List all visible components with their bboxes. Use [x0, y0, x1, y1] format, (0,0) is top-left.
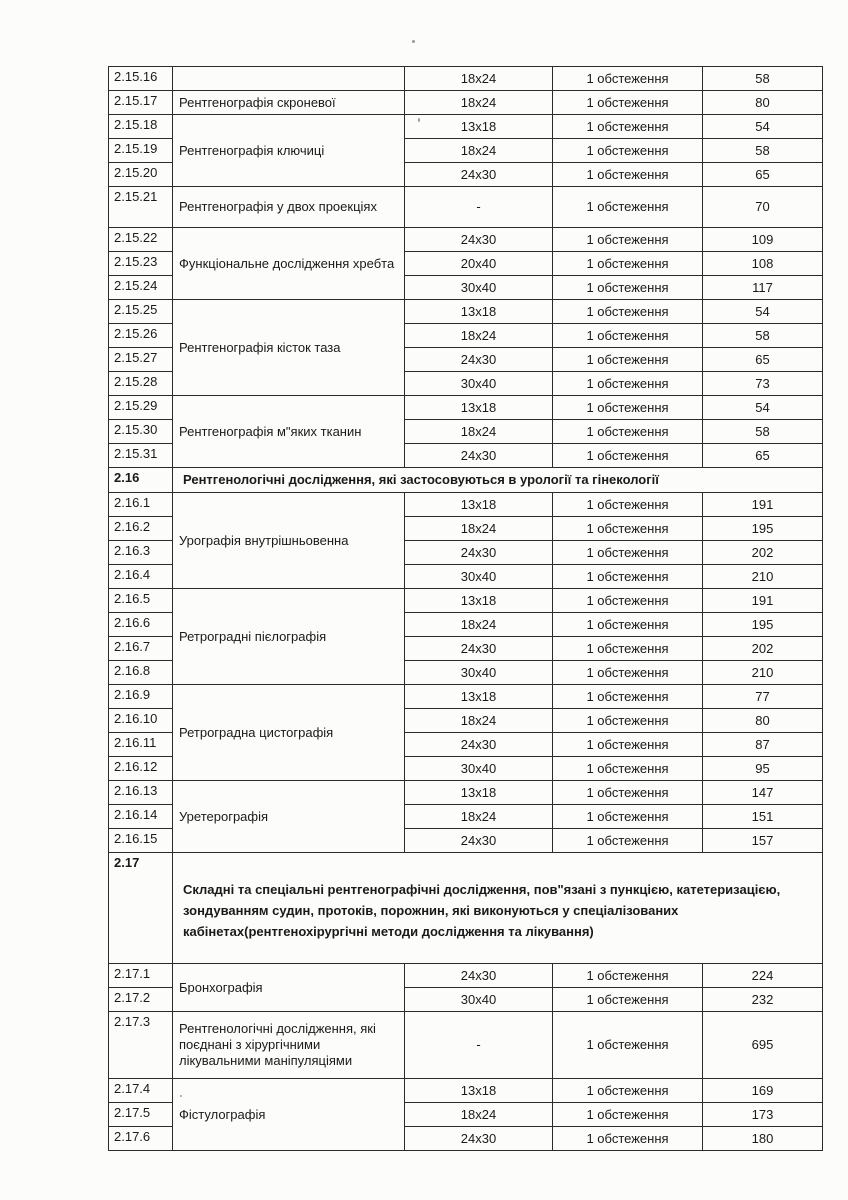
price-value: 54 — [703, 115, 823, 139]
item-number: 2.15.28 — [109, 372, 173, 396]
film-size: 24x30 — [405, 444, 553, 468]
price-value: 70 — [703, 187, 823, 228]
film-size: 24x30 — [405, 733, 553, 757]
item-number: 2.15.21 — [109, 187, 173, 228]
film-size: 20x40 — [405, 252, 553, 276]
price-value: 80 — [703, 91, 823, 115]
item-number: 2.15.23 — [109, 252, 173, 276]
unit-of-measure: 1 обстеження — [553, 829, 703, 853]
film-size: 24x30 — [405, 637, 553, 661]
price-value: 117 — [703, 276, 823, 300]
unit-of-measure: 1 обстеження — [553, 348, 703, 372]
section-row — [109, 853, 823, 964]
table-row — [109, 91, 823, 115]
item-number: 2.16.1 — [109, 493, 173, 517]
film-size: 18x24 — [405, 1103, 553, 1127]
film-size: 24x30 — [405, 1127, 553, 1151]
film-size: 13x18 — [405, 1079, 553, 1103]
item-number: 2.16.9 — [109, 685, 173, 709]
film-size: 13x18 — [405, 115, 553, 139]
price-value: 77 — [703, 685, 823, 709]
unit-of-measure: 1 обстеження — [553, 187, 703, 228]
film-size: 18x24 — [405, 139, 553, 163]
unit-of-measure: 1 обстеження — [553, 372, 703, 396]
item-number: 2.15.20 — [109, 163, 173, 187]
scan-speck — [412, 40, 415, 43]
unit-of-measure: 1 обстеження — [553, 613, 703, 637]
unit-of-measure: 1 обстеження — [553, 517, 703, 541]
item-number: 2.15.22 — [109, 228, 173, 252]
film-size: 24x30 — [405, 964, 553, 988]
film-size: 18x24 — [405, 709, 553, 733]
procedure-name: Бронхографія — [173, 964, 405, 1012]
unit-of-measure: 1 обстеження — [553, 757, 703, 781]
unit-of-measure: 1 обстеження — [553, 324, 703, 348]
table-row — [109, 493, 823, 517]
unit-of-measure: 1 обстеження — [553, 396, 703, 420]
price-value: 58 — [703, 324, 823, 348]
film-size: 13x18 — [405, 781, 553, 805]
price-value: 210 — [703, 661, 823, 685]
section-title: Рентгенологічні дослідження, які застосовуються в урології та гінекології — [173, 468, 823, 493]
section-title: Складні та спеціальні рентгенографічні дослідження, пов"язані з пункцією, катетеризацією, зондуванням судин, протоків, порожнин, які виконуються у спеціалізованих кабінетах(рентгенохірургічні методи дослідження та лікування) — [173, 853, 823, 964]
film-size: 13x18 — [405, 589, 553, 613]
film-size: - — [405, 1012, 553, 1079]
item-number: 2.16.7 — [109, 637, 173, 661]
film-size: 30x40 — [405, 565, 553, 589]
unit-of-measure: 1 обстеження — [553, 685, 703, 709]
table-row — [109, 115, 823, 139]
item-number: 2.15.26 — [109, 324, 173, 348]
price-value: 180 — [703, 1127, 823, 1151]
unit-of-measure: 1 обстеження — [553, 988, 703, 1012]
unit-of-measure: 1 обстеження — [553, 163, 703, 187]
item-number: 2.16.13 — [109, 781, 173, 805]
procedure-name: Рентгенографія скроневої — [173, 91, 405, 115]
unit-of-measure: 1 обстеження — [553, 589, 703, 613]
item-number: 2.17.1 — [109, 964, 173, 988]
item-number: 2.17.5 — [109, 1103, 173, 1127]
price-value: 54 — [703, 396, 823, 420]
unit-of-measure: 1 обстеження — [553, 67, 703, 91]
scan-speck — [180, 1095, 182, 1097]
film-size: - — [405, 187, 553, 228]
table-row — [109, 67, 823, 91]
price-value: 202 — [703, 541, 823, 565]
section-row — [109, 468, 823, 493]
table-row — [109, 1012, 823, 1079]
unit-of-measure: 1 обстеження — [553, 1127, 703, 1151]
item-number: 2.16.6 — [109, 613, 173, 637]
section-number: 2.17 — [109, 853, 173, 964]
price-value: 151 — [703, 805, 823, 829]
procedure-name: Уретерографія — [173, 781, 405, 853]
table-row — [109, 300, 823, 324]
price-value: 65 — [703, 348, 823, 372]
table-row — [109, 685, 823, 709]
unit-of-measure: 1 обстеження — [553, 964, 703, 988]
film-size: 30x40 — [405, 757, 553, 781]
film-size: 13x18 — [405, 300, 553, 324]
item-number: 2.15.31 — [109, 444, 173, 468]
item-number: 2.16.14 — [109, 805, 173, 829]
price-value: 58 — [703, 420, 823, 444]
procedure-name: Ретроградна цистографія — [173, 685, 405, 781]
table-row — [109, 781, 823, 805]
unit-of-measure: 1 обстеження — [553, 565, 703, 589]
price-table — [108, 66, 823, 1151]
item-number: 2.15.29 — [109, 396, 173, 420]
price-value: 65 — [703, 444, 823, 468]
film-size: 18x24 — [405, 805, 553, 829]
unit-of-measure: 1 обстеження — [553, 541, 703, 565]
film-size: 18x24 — [405, 91, 553, 115]
item-number: 2.16.10 — [109, 709, 173, 733]
procedure-name: Ретроградні пієлографія — [173, 589, 405, 685]
table-row — [109, 396, 823, 420]
unit-of-measure: 1 обстеження — [553, 733, 703, 757]
film-size: 18x24 — [405, 613, 553, 637]
procedure-name: Урографія внутрішньовенна — [173, 493, 405, 589]
film-size: 24x30 — [405, 163, 553, 187]
unit-of-measure: 1 обстеження — [553, 252, 703, 276]
price-value: 202 — [703, 637, 823, 661]
price-value: 58 — [703, 139, 823, 163]
unit-of-measure: 1 обстеження — [553, 276, 703, 300]
item-number: 2.15.19 — [109, 139, 173, 163]
price-value: 195 — [703, 517, 823, 541]
procedure-name: Рентгенографія у двох проекціях — [173, 187, 405, 228]
price-list-page — [108, 66, 822, 1151]
film-size: 13x18 — [405, 685, 553, 709]
item-number: 2.16.15 — [109, 829, 173, 853]
item-number: 2.15.30 — [109, 420, 173, 444]
unit-of-measure: 1 обстеження — [553, 1012, 703, 1079]
film-size: 18x24 — [405, 517, 553, 541]
unit-of-measure: 1 обстеження — [553, 139, 703, 163]
price-table-body — [109, 67, 823, 1151]
unit-of-measure: 1 обстеження — [553, 91, 703, 115]
unit-of-measure: 1 обстеження — [553, 228, 703, 252]
price-value: 87 — [703, 733, 823, 757]
section-number: 2.16 — [109, 468, 173, 493]
item-number: 2.15.16 — [109, 67, 173, 91]
procedure-name: Рентгенографія кісток таза — [173, 300, 405, 396]
price-value: 173 — [703, 1103, 823, 1127]
unit-of-measure: 1 обстеження — [553, 300, 703, 324]
table-row — [109, 228, 823, 252]
price-value: 191 — [703, 589, 823, 613]
price-value: 109 — [703, 228, 823, 252]
price-value: 195 — [703, 613, 823, 637]
price-value: 108 — [703, 252, 823, 276]
procedure-name: Рентгенографія ключиці — [173, 115, 405, 187]
unit-of-measure: 1 обстеження — [553, 115, 703, 139]
item-number: 2.17.3 — [109, 1012, 173, 1079]
film-size: 24x30 — [405, 348, 553, 372]
item-number: 2.16.2 — [109, 517, 173, 541]
unit-of-measure: 1 обстеження — [553, 637, 703, 661]
unit-of-measure: 1 обстеження — [553, 805, 703, 829]
price-value: 695 — [703, 1012, 823, 1079]
price-value: 210 — [703, 565, 823, 589]
film-size: 13x18 — [405, 396, 553, 420]
item-number: 2.17.2 — [109, 988, 173, 1012]
item-number: 2.15.27 — [109, 348, 173, 372]
unit-of-measure: 1 обстеження — [553, 1103, 703, 1127]
item-number: 2.16.5 — [109, 589, 173, 613]
film-size: 18x24 — [405, 420, 553, 444]
item-number: 2.15.24 — [109, 276, 173, 300]
price-value: 232 — [703, 988, 823, 1012]
item-number: 2.17.6 — [109, 1127, 173, 1151]
item-number: 2.15.25 — [109, 300, 173, 324]
unit-of-measure: 1 обстеження — [553, 1079, 703, 1103]
film-size: 30x40 — [405, 661, 553, 685]
film-size: 18x24 — [405, 324, 553, 348]
procedure-name: Рентгенографія м"яких тканин — [173, 396, 405, 468]
price-value: 147 — [703, 781, 823, 805]
price-value: 54 — [703, 300, 823, 324]
film-size: 30x40 — [405, 988, 553, 1012]
price-value: 191 — [703, 493, 823, 517]
procedure-name: Фістулографія — [173, 1079, 405, 1151]
film-size: 30x40 — [405, 372, 553, 396]
film-size: 13x18 — [405, 493, 553, 517]
item-number: 2.16.8 — [109, 661, 173, 685]
price-value: 80 — [703, 709, 823, 733]
item-number: 2.15.17 — [109, 91, 173, 115]
unit-of-measure: 1 обстеження — [553, 781, 703, 805]
table-row — [109, 589, 823, 613]
film-size: 30x40 — [405, 276, 553, 300]
item-number: 2.15.18 — [109, 115, 173, 139]
table-row — [109, 964, 823, 988]
price-value: 58 — [703, 67, 823, 91]
price-value: 73 — [703, 372, 823, 396]
price-value: 169 — [703, 1079, 823, 1103]
unit-of-measure: 1 обстеження — [553, 420, 703, 444]
film-size: 18x24 — [405, 67, 553, 91]
film-size: 24x30 — [405, 228, 553, 252]
procedure-name: Функціональне дослідження хребта — [173, 228, 405, 300]
unit-of-measure: 1 обстеження — [553, 444, 703, 468]
price-value: 65 — [703, 163, 823, 187]
film-size: 24x30 — [405, 541, 553, 565]
price-value: 224 — [703, 964, 823, 988]
scan-speck — [418, 118, 420, 122]
item-number: 2.16.11 — [109, 733, 173, 757]
item-number: 2.16.4 — [109, 565, 173, 589]
procedure-name — [173, 67, 405, 91]
unit-of-measure: 1 обстеження — [553, 661, 703, 685]
price-value: 95 — [703, 757, 823, 781]
unit-of-measure: 1 обстеження — [553, 493, 703, 517]
item-number: 2.16.12 — [109, 757, 173, 781]
table-row — [109, 187, 823, 228]
table-row — [109, 1079, 823, 1103]
price-value: 157 — [703, 829, 823, 853]
film-size: 24x30 — [405, 829, 553, 853]
unit-of-measure: 1 обстеження — [553, 709, 703, 733]
item-number: 2.16.3 — [109, 541, 173, 565]
item-number: 2.17.4 — [109, 1079, 173, 1103]
procedure-name: Рентгенологічні дослідження, які поєднані з хірургічними лікувальними маніпуляціями — [173, 1012, 405, 1079]
